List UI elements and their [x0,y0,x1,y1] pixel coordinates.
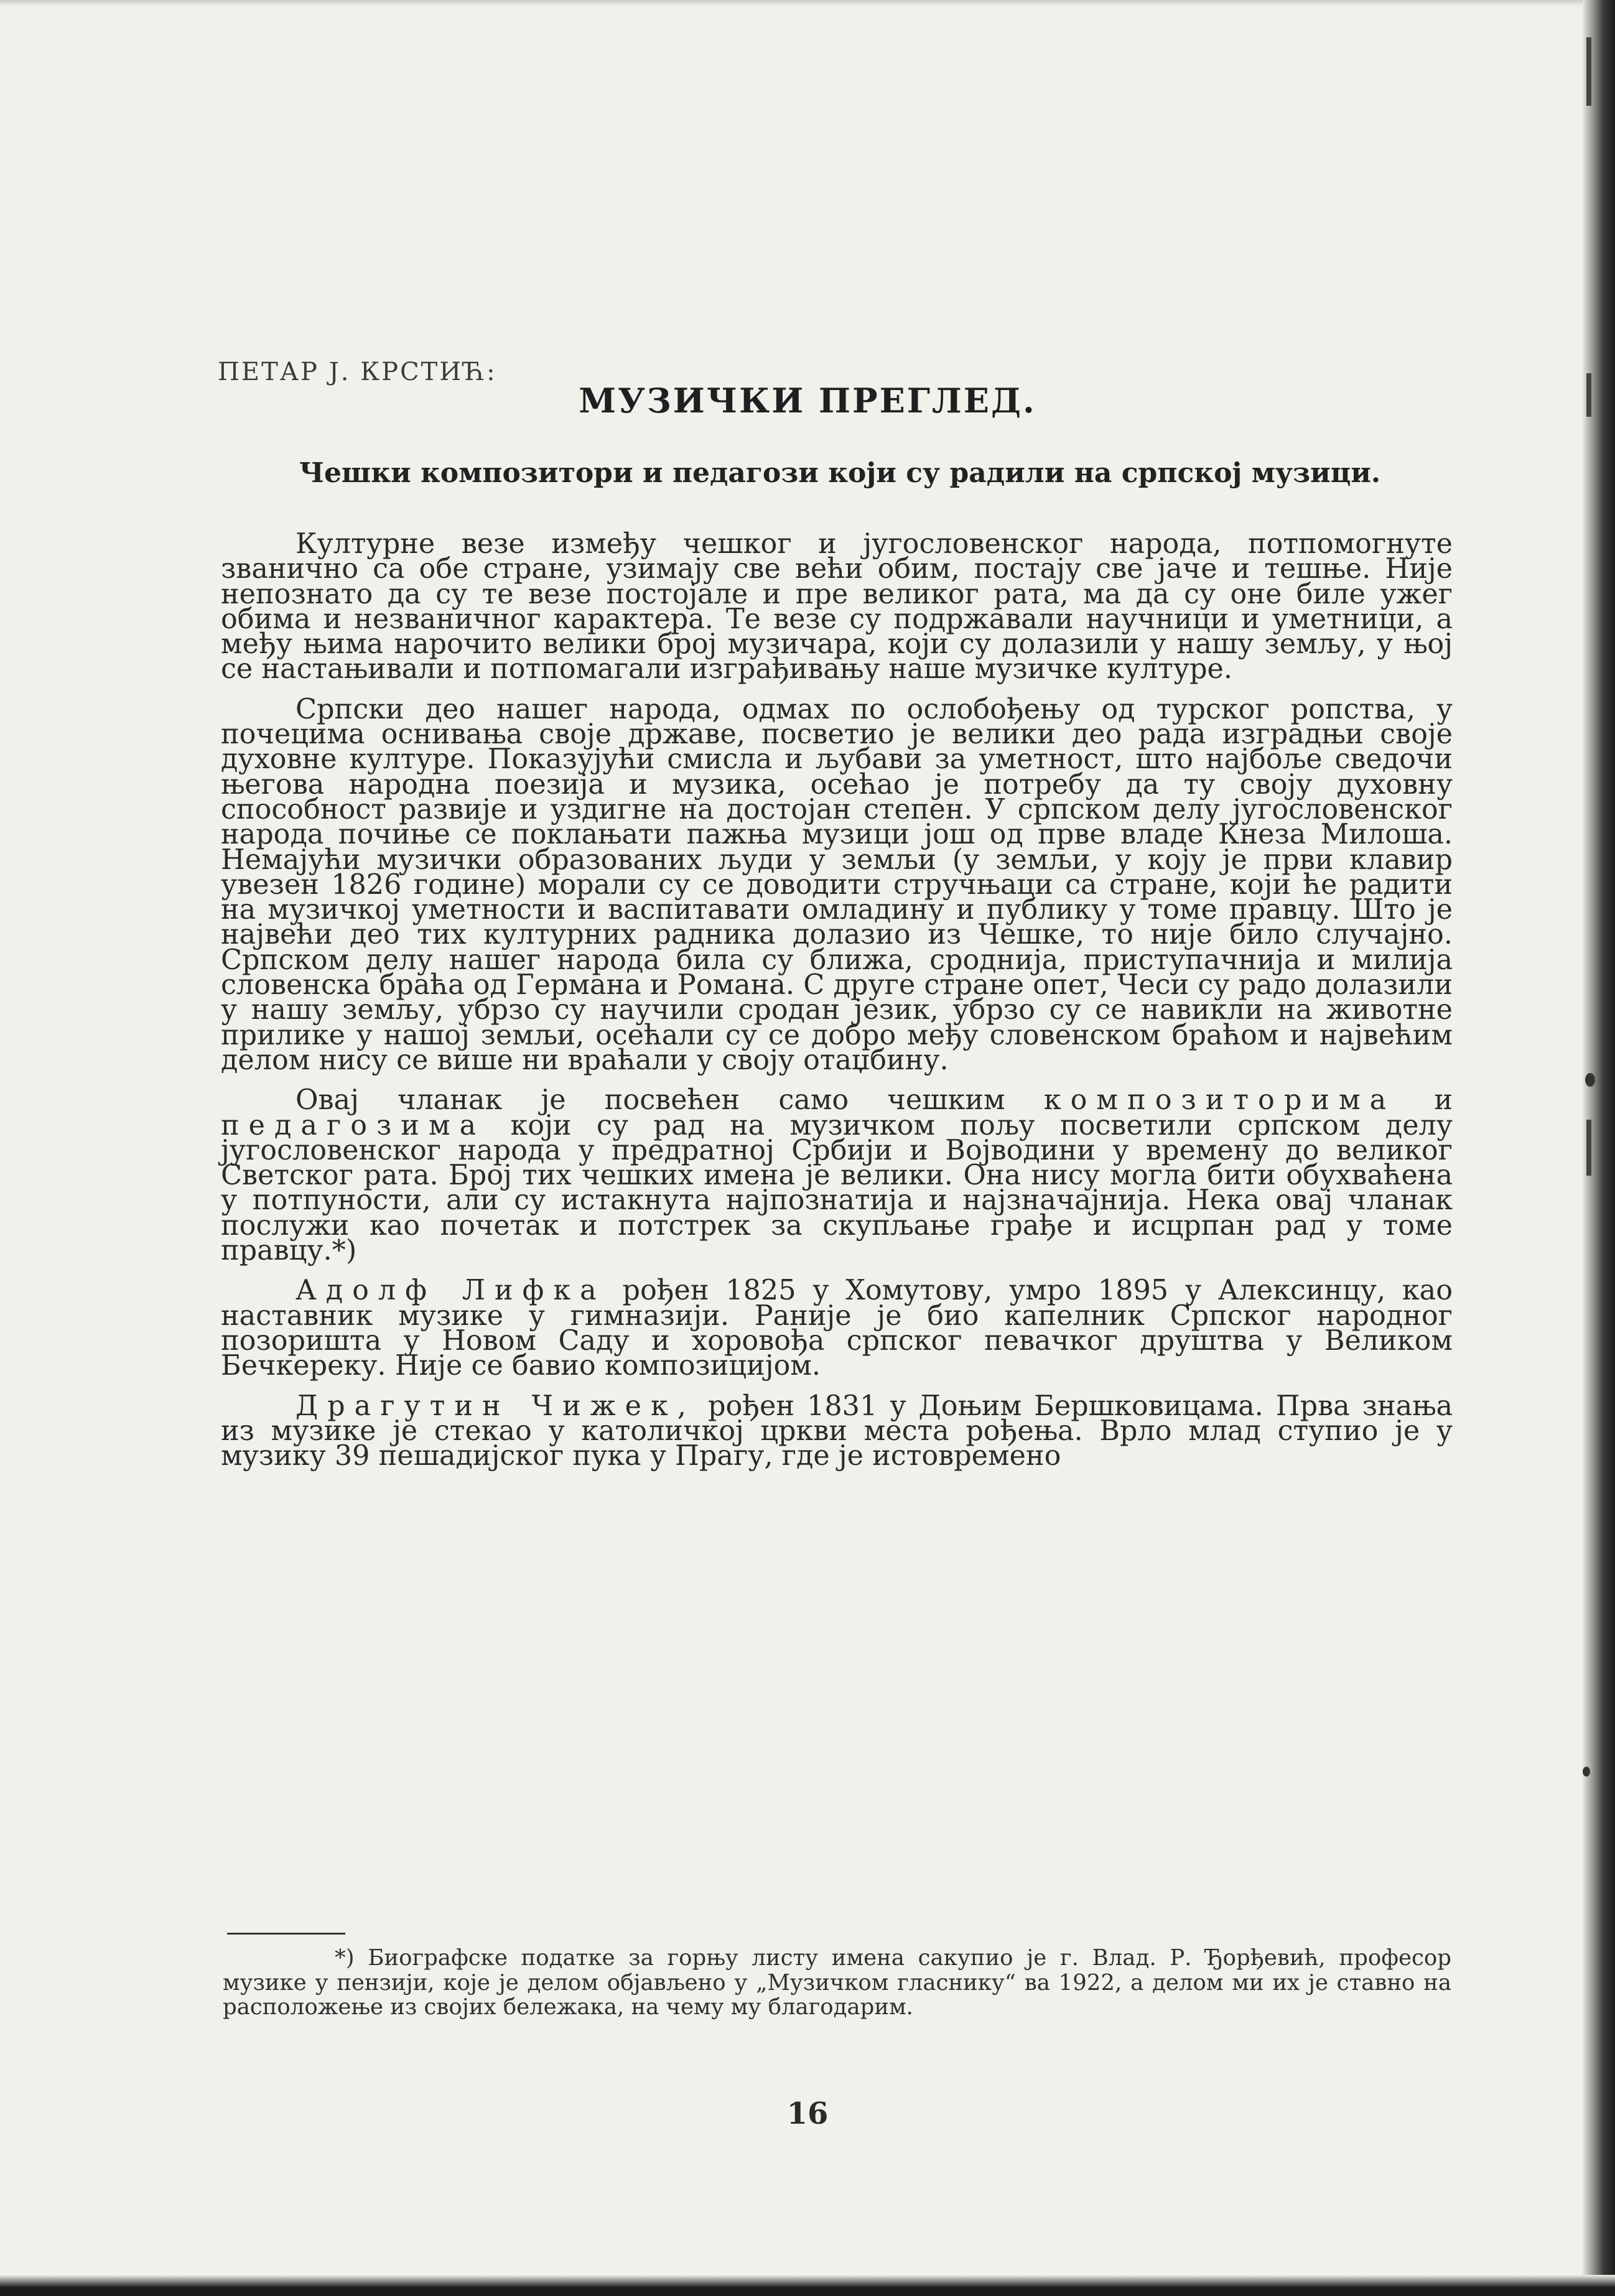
paragraph-3-conj: и [1434,1084,1453,1117]
paragraph-3-text-b: који су рад на музичком пољу посветили српском делу југословенског народа у предратној Србији и Војводини у времену до великог Светског рата. Број тих чешких имена је велики. Она нису могла бити обухваћена у потпуности, али су истакнута најпознатија и најзначајнија. Нека овај чланак послужи као почетак и потстрек за скупљање грађе и исцрпан рад у томе правцу.*) [221,1109,1453,1267]
edge-mark [1586,1120,1591,1176]
article-subtitle: Чешки композитори и педагози који су радили на српској музици. [299,457,1381,489]
author-name: ПЕТАР Ј. КРСТИЋ: [218,358,497,386]
emphasis-pedagogues: педагозима [221,1109,486,1141]
book-spine-edge [1583,0,1615,2296]
article-body [221,528,1453,1472]
paragraph-cizek [221,1390,1453,1472]
paragraph-2: Српски део нашег народа, одмах по ослобођењу од турског ропства, у почецима оснивања своје државе, посветио је велики део рада изградњи своје духовне културе. Показујући смисла и љубави за уметност, што најбоље сведочи његова народна поезија и музика, осећао је потребу да ту своју духовну способност развије и уздигне на достојан степен. У српском делу југословенског народа почиње се поклањати пажња музици још од прве владе Кнеза Милоша. Немајући музички образованих људи у земљи (у земљи, у коју је први клавир увезен 1826 године) морали су се доводити стручњаци са стране, који ће радити на музичкој уметности и васпитавати омладину и публику у томе правцу. Што је највећи део тих културних радника долазио из Чешке, то није било случајно. Српском делу нашег народа била су ближа, сроднија, приступачнија и милија словенска браћа од Германа и Романа. С друге стране опет, Чеси су радо долазили у нашу земљу, убрзо су научили сродан језик, убрзо су се навикли на животне прилике у нашој земљи, осећали су се добро међу словенском браћом и највећим делом нису се више ни враћали у своју отаџбину. [221,693,1453,1076]
paragraph-lifka-text: рођен 1825 у Хомутову, умро 1895 у Алексинцу, као наставник музике у гимназији. Раније је био капелник Српског народног позоришта у Новом Саду и хоровођа српског певачког друштва у Великом Бечкереку. Није се бавио композицијом. [221,1275,1453,1382]
person-name-lifka: Адолф Лифка [296,1275,606,1307]
footnote-divider [227,1933,345,1935]
footnote [223,1946,1451,2020]
paragraph-3 [221,1084,1453,1267]
paragraph-1: Културне везе између чешког и југословенског народа, потпомогнуте званично са обе стране, узимају све већи обим, постају све јаче и тешње. Није непознато да су те везе постојале и пре великог рата, ма да су оне биле ужег обима и незваничног карактера. Те везе су подржавали научници и уметници, а међу њима нарочито велики број музичара, који су долазили у нашу земљу, у њој се настањивали и потпомагали изграђивању наше музичке културе. [221,528,1453,686]
person-name-cizek: Драгутин Чижек, [296,1390,696,1422]
paragraph-lifka [221,1275,1453,1382]
scan-speck [1585,1073,1595,1087]
page-bottom-edge [0,2275,1615,2296]
edge-mark [1586,37,1591,106]
page-title: МУЗИЧКИ ПРЕГЛЕД. [579,381,1036,421]
footnote-text: *) Биографске податке за горњу листу имена сакупио је г. Влад. Р. Ђорђевић, професор музике у пензији, које је делом објављено у „Музичком гласнику“ ва 1922, а делом ми их је ставно на расположење из својих бележака, на чему му благодарим. [223,1945,1451,2020]
emphasis-composers: композиторима [1043,1084,1396,1117]
scan-speck [1583,1767,1590,1777]
page-top-edge [0,0,1615,6]
paragraph-cizek-text: рођен 1831 у Доњим Бершковицама. Прва знања из музике је стекао у католичкој цркви места рођења. Врло млад ступио је у музику 39 пешадијског пука у Прагу, где је истовремено [221,1390,1453,1472]
paragraph-3-text-a: Овај чланак је посвећен само чешким [296,1084,1005,1117]
page-number: 16 [786,2096,829,2131]
